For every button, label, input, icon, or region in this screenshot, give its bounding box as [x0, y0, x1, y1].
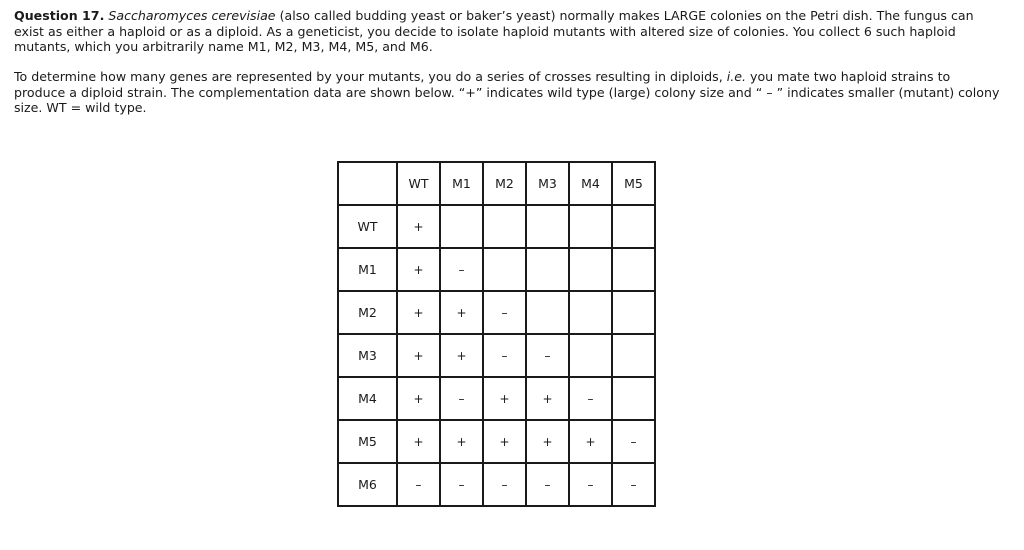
table-cell: + [483, 377, 526, 420]
row-header-m5: M5 [338, 420, 397, 463]
column-header-m3: M3 [526, 162, 569, 205]
table-cell: – [483, 334, 526, 377]
table-cell: + [397, 377, 440, 420]
table-cell: + [397, 420, 440, 463]
complementation-table-body [338, 162, 655, 506]
question-number: Question 17. [14, 8, 105, 23]
column-header-m1: M1 [440, 162, 483, 205]
row-header-m1: M1 [338, 248, 397, 291]
table-row [338, 334, 655, 377]
table-cell [569, 334, 612, 377]
table-cell: – [612, 420, 655, 463]
row-header-m2: M2 [338, 291, 397, 334]
table-cell: – [397, 463, 440, 506]
question-text-2a: To determine how many genes are represented by your mutants, you do a series of crosses resulting in diploids, [14, 69, 727, 84]
table-corner-cell [338, 162, 397, 205]
table-cell: – [569, 463, 612, 506]
table-cell [526, 248, 569, 291]
table-header-row [338, 162, 655, 205]
table-cell: + [397, 248, 440, 291]
table-cell [612, 291, 655, 334]
question-text-ie: i.e. [726, 69, 746, 84]
table-cell: + [397, 334, 440, 377]
table-cell [440, 205, 483, 248]
table-cell [483, 248, 526, 291]
column-header-m4: M4 [569, 162, 612, 205]
row-header-m6: M6 [338, 463, 397, 506]
row-header-m3: M3 [338, 334, 397, 377]
table-cell: + [397, 205, 440, 248]
table-cell [483, 205, 526, 248]
table-cell: + [440, 420, 483, 463]
column-header-m2: M2 [483, 162, 526, 205]
organism-name: Saccharomyces cerevisiae [108, 8, 276, 23]
table-cell: + [569, 420, 612, 463]
complementation-table [337, 161, 656, 507]
table-cell: + [483, 420, 526, 463]
table-cell [612, 248, 655, 291]
table-row [338, 291, 655, 334]
table-cell: – [483, 291, 526, 334]
table-cell: – [526, 334, 569, 377]
table-row [338, 420, 655, 463]
question-paragraph-1 [14, 8, 1004, 55]
table-cell: + [526, 377, 569, 420]
table-cell [569, 205, 612, 248]
table-cell: – [483, 463, 526, 506]
row-header-m4: M4 [338, 377, 397, 420]
table-cell [612, 205, 655, 248]
table-cell [612, 334, 655, 377]
question-paragraph-2 [14, 69, 1004, 116]
table-cell: – [612, 463, 655, 506]
table-row [338, 205, 655, 248]
column-header-wt: WT [397, 162, 440, 205]
table-cell [569, 291, 612, 334]
table-cell [526, 291, 569, 334]
table-cell [569, 248, 612, 291]
question-text-2b: you mate two haploid strains to produce a diploid strain. The complementation data are shown below. “+” indicates wild type (large) colony size and “ – ” indicates smaller (mutant) colony size. WT = wild type. [14, 69, 1000, 116]
table-cell [526, 205, 569, 248]
table-cell: + [397, 291, 440, 334]
table-cell: – [440, 248, 483, 291]
question-text-1: (also called budding yeast or baker’s yeast) normally makes LARGE colonies on the Petri dish. The fungus can exist as either a haploid or as a diploid. As a geneticist, you decide to isolate haploid mutants with altered size of colonies. You collect 6 such haploid mutants, which you arbitrarily name M1, M2, M3, M4, M5, and M6. [14, 8, 974, 55]
row-header-wt: WT [338, 205, 397, 248]
table-row [338, 463, 655, 506]
table-row [338, 377, 655, 420]
table-cell: + [440, 334, 483, 377]
table-cell: + [440, 291, 483, 334]
column-header-m5: M5 [612, 162, 655, 205]
table-cell: – [440, 463, 483, 506]
table-cell: – [569, 377, 612, 420]
table-cell: + [526, 420, 569, 463]
table-cell: – [526, 463, 569, 506]
table-cell: – [440, 377, 483, 420]
table-cell [612, 377, 655, 420]
table-row [338, 248, 655, 291]
